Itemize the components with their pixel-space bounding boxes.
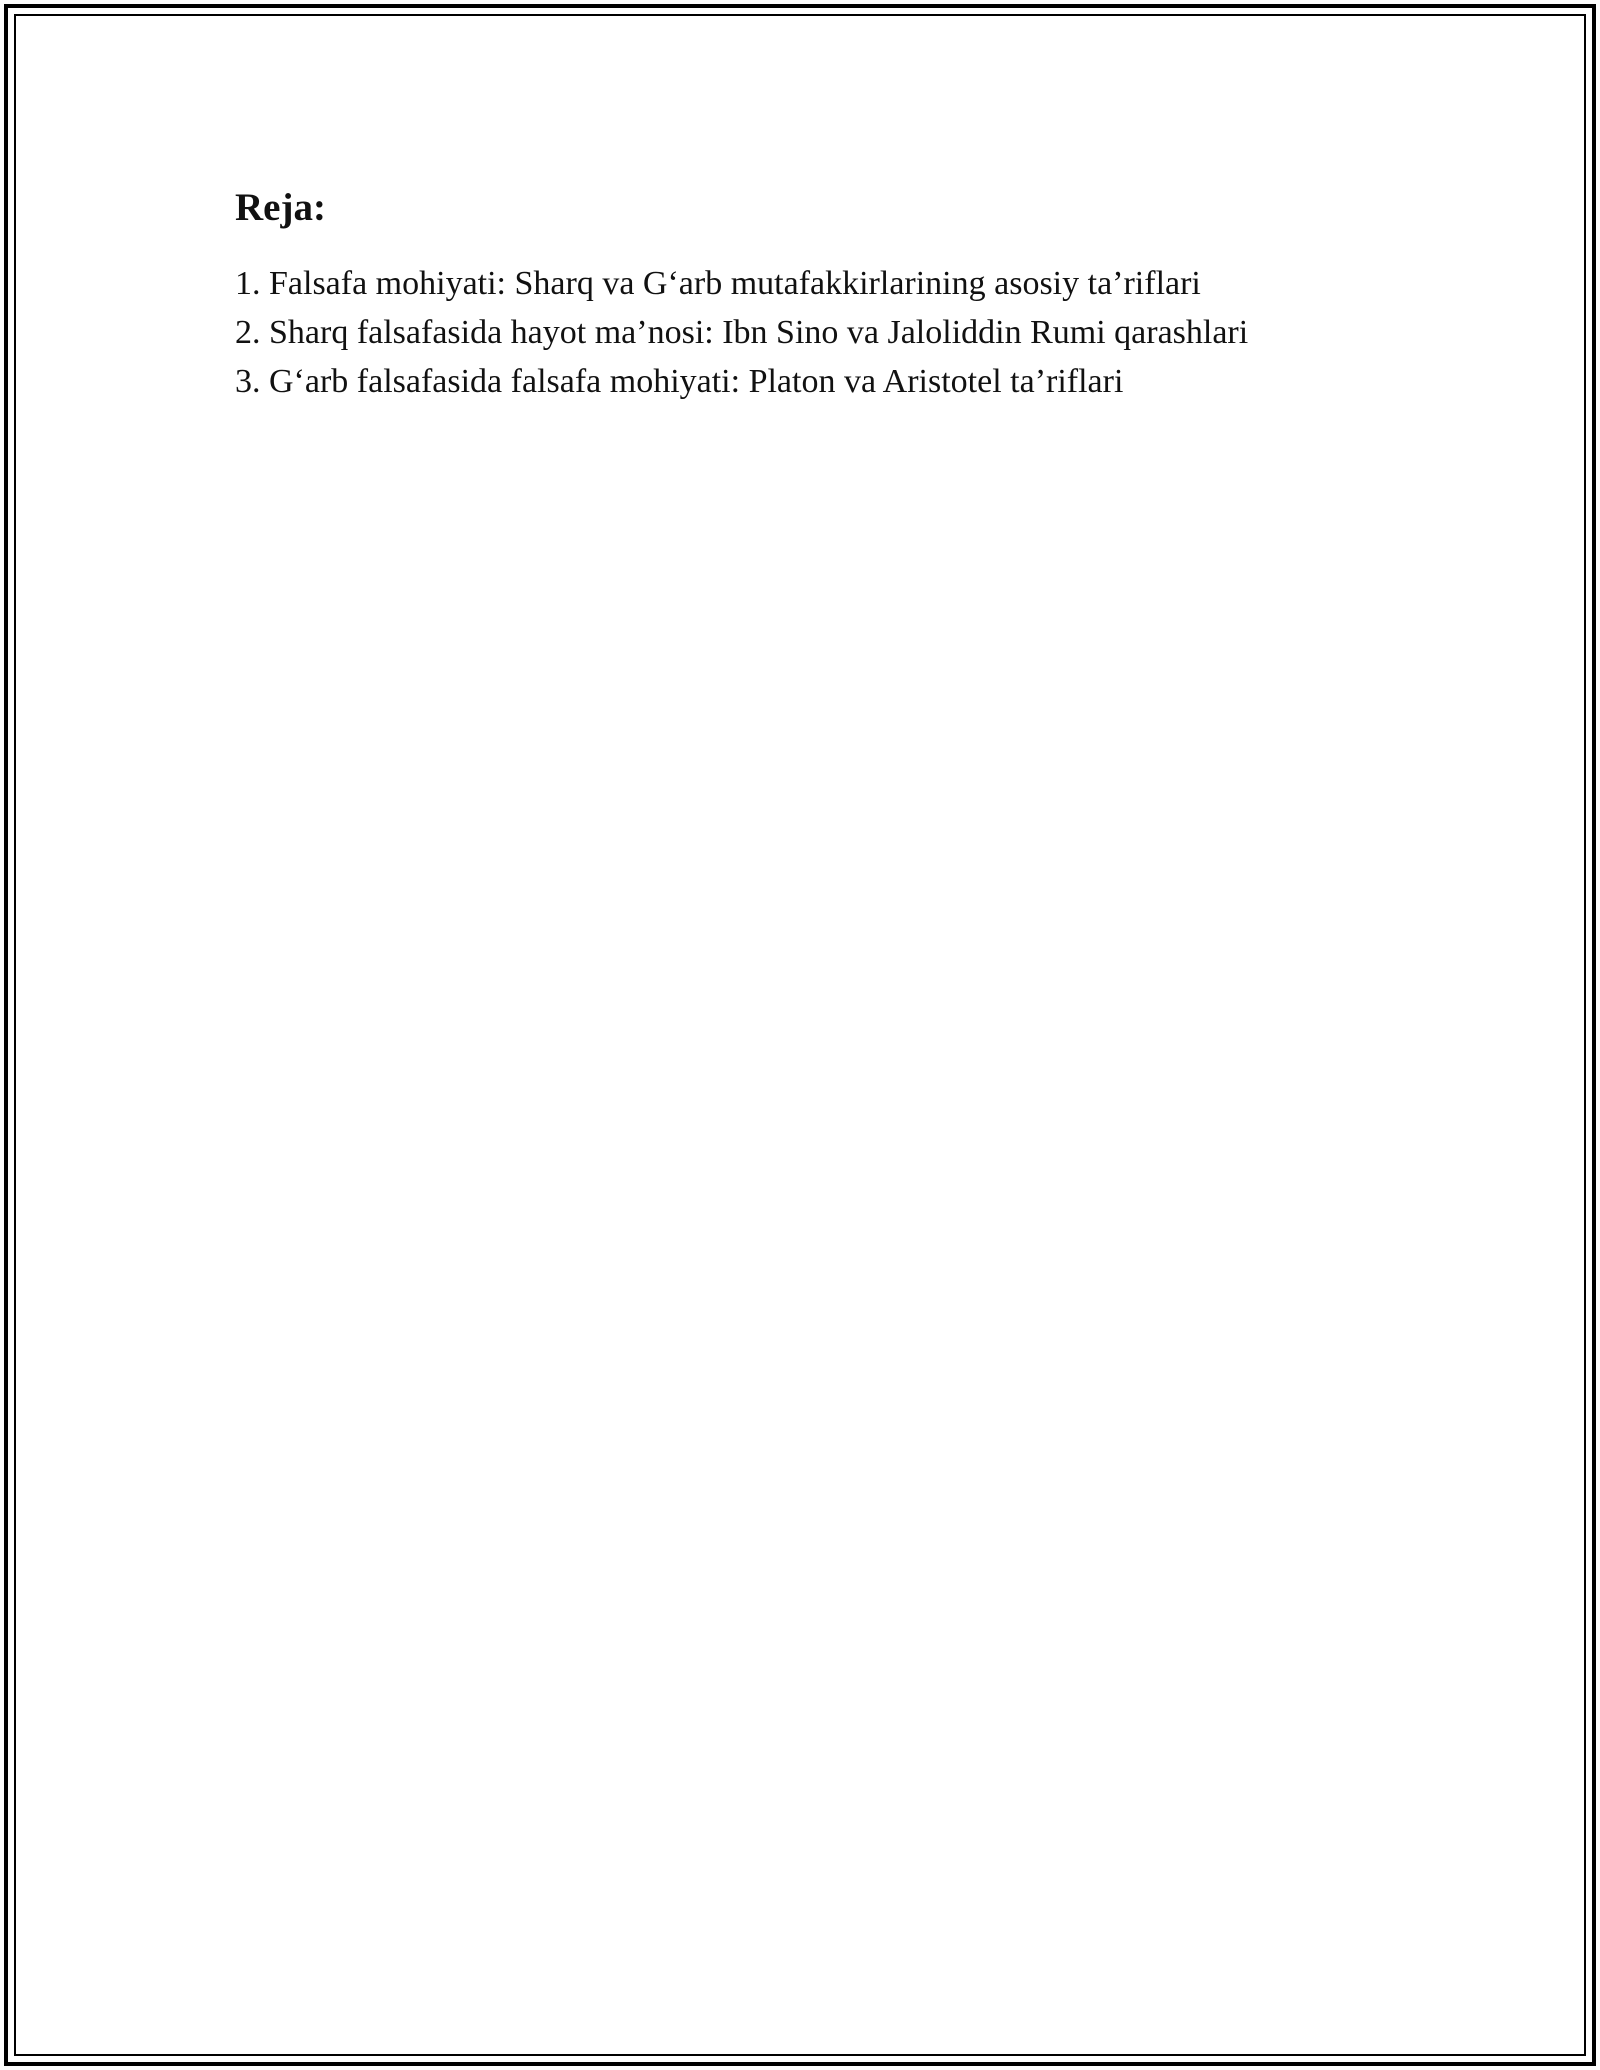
plan-item-3: 3. G‘arb falsafasida falsafa mohiyati: Platon va Aristotel ta’riflari bbox=[235, 363, 1124, 400]
plan-title: Reja: bbox=[235, 186, 326, 229]
plan-list bbox=[235, 259, 1435, 406]
plan-item-1: 1. Falsafa mohiyati: Sharq va G‘arb mutafakkirlarining asosiy ta’riflari bbox=[235, 265, 1201, 302]
document-body bbox=[235, 185, 1435, 406]
plan-item-2: 2. Sharq falsafasida hayot ma’nosi: Ibn Sino va Jaloliddin Rumi qarashlari bbox=[235, 314, 1249, 351]
